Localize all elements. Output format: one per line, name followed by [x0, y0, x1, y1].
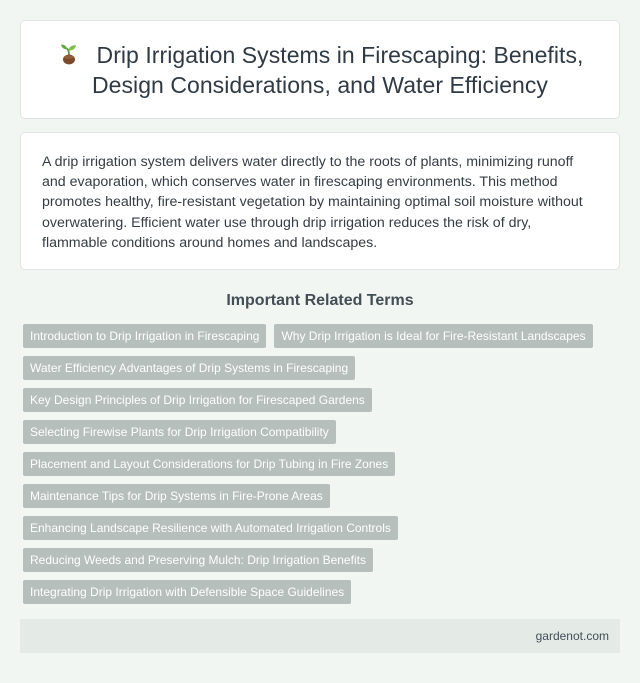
- sprout-icon: [57, 42, 81, 66]
- related-term-tag[interactable]: Integrating Drip Irrigation with Defensible Space Guidelines: [23, 580, 351, 604]
- page-title-text: Drip Irrigation Systems in Firescaping: Benefits, Design Considerations, and Water Efficiency: [92, 41, 584, 98]
- related-terms-list: [23, 324, 620, 612]
- title-card: [20, 20, 620, 119]
- footer-site-link[interactable]: gardenot.com: [535, 629, 609, 643]
- related-term-tag[interactable]: Water Efficiency Advantages of Drip Systems in Firescaping: [23, 356, 355, 380]
- related-term-tag[interactable]: Why Drip Irrigation is Ideal for Fire-Resistant Landscapes: [274, 324, 592, 348]
- footer: [20, 619, 620, 653]
- intro-paragraph: A drip irrigation system delivers water directly to the roots of plants, minimizing runoff and evaporation, which conserves water in firescaping environments. This method promotes healthy, fire-resistant vegetation by maintaining optimal soil moisture without overwatering. Efficient water use through drip irrigation reduces the risk of dry, flammable conditions around homes and landscapes.: [42, 154, 583, 251]
- related-term-tag[interactable]: Enhancing Landscape Resilience with Automated Irrigation Controls: [23, 516, 398, 540]
- related-terms-heading: Important Related Terms: [226, 292, 414, 309]
- related-term-tag[interactable]: Maintenance Tips for Drip Systems in Fire-Prone Areas: [23, 484, 330, 508]
- related-term-tag[interactable]: Introduction to Drip Irrigation in Firescaping: [23, 324, 266, 348]
- related-term-tag[interactable]: Placement and Layout Considerations for Drip Tubing in Fire Zones: [23, 452, 395, 476]
- intro-card: [20, 132, 620, 270]
- related-term-tag[interactable]: Key Design Principles of Drip Irrigation for Firescaped Gardens: [23, 388, 372, 412]
- related-term-tag[interactable]: Selecting Firewise Plants for Drip Irrigation Compatibility: [23, 420, 336, 444]
- page-title: [41, 40, 599, 100]
- related-term-tag[interactable]: Reducing Weeds and Preserving Mulch: Drip Irrigation Benefits: [23, 548, 373, 572]
